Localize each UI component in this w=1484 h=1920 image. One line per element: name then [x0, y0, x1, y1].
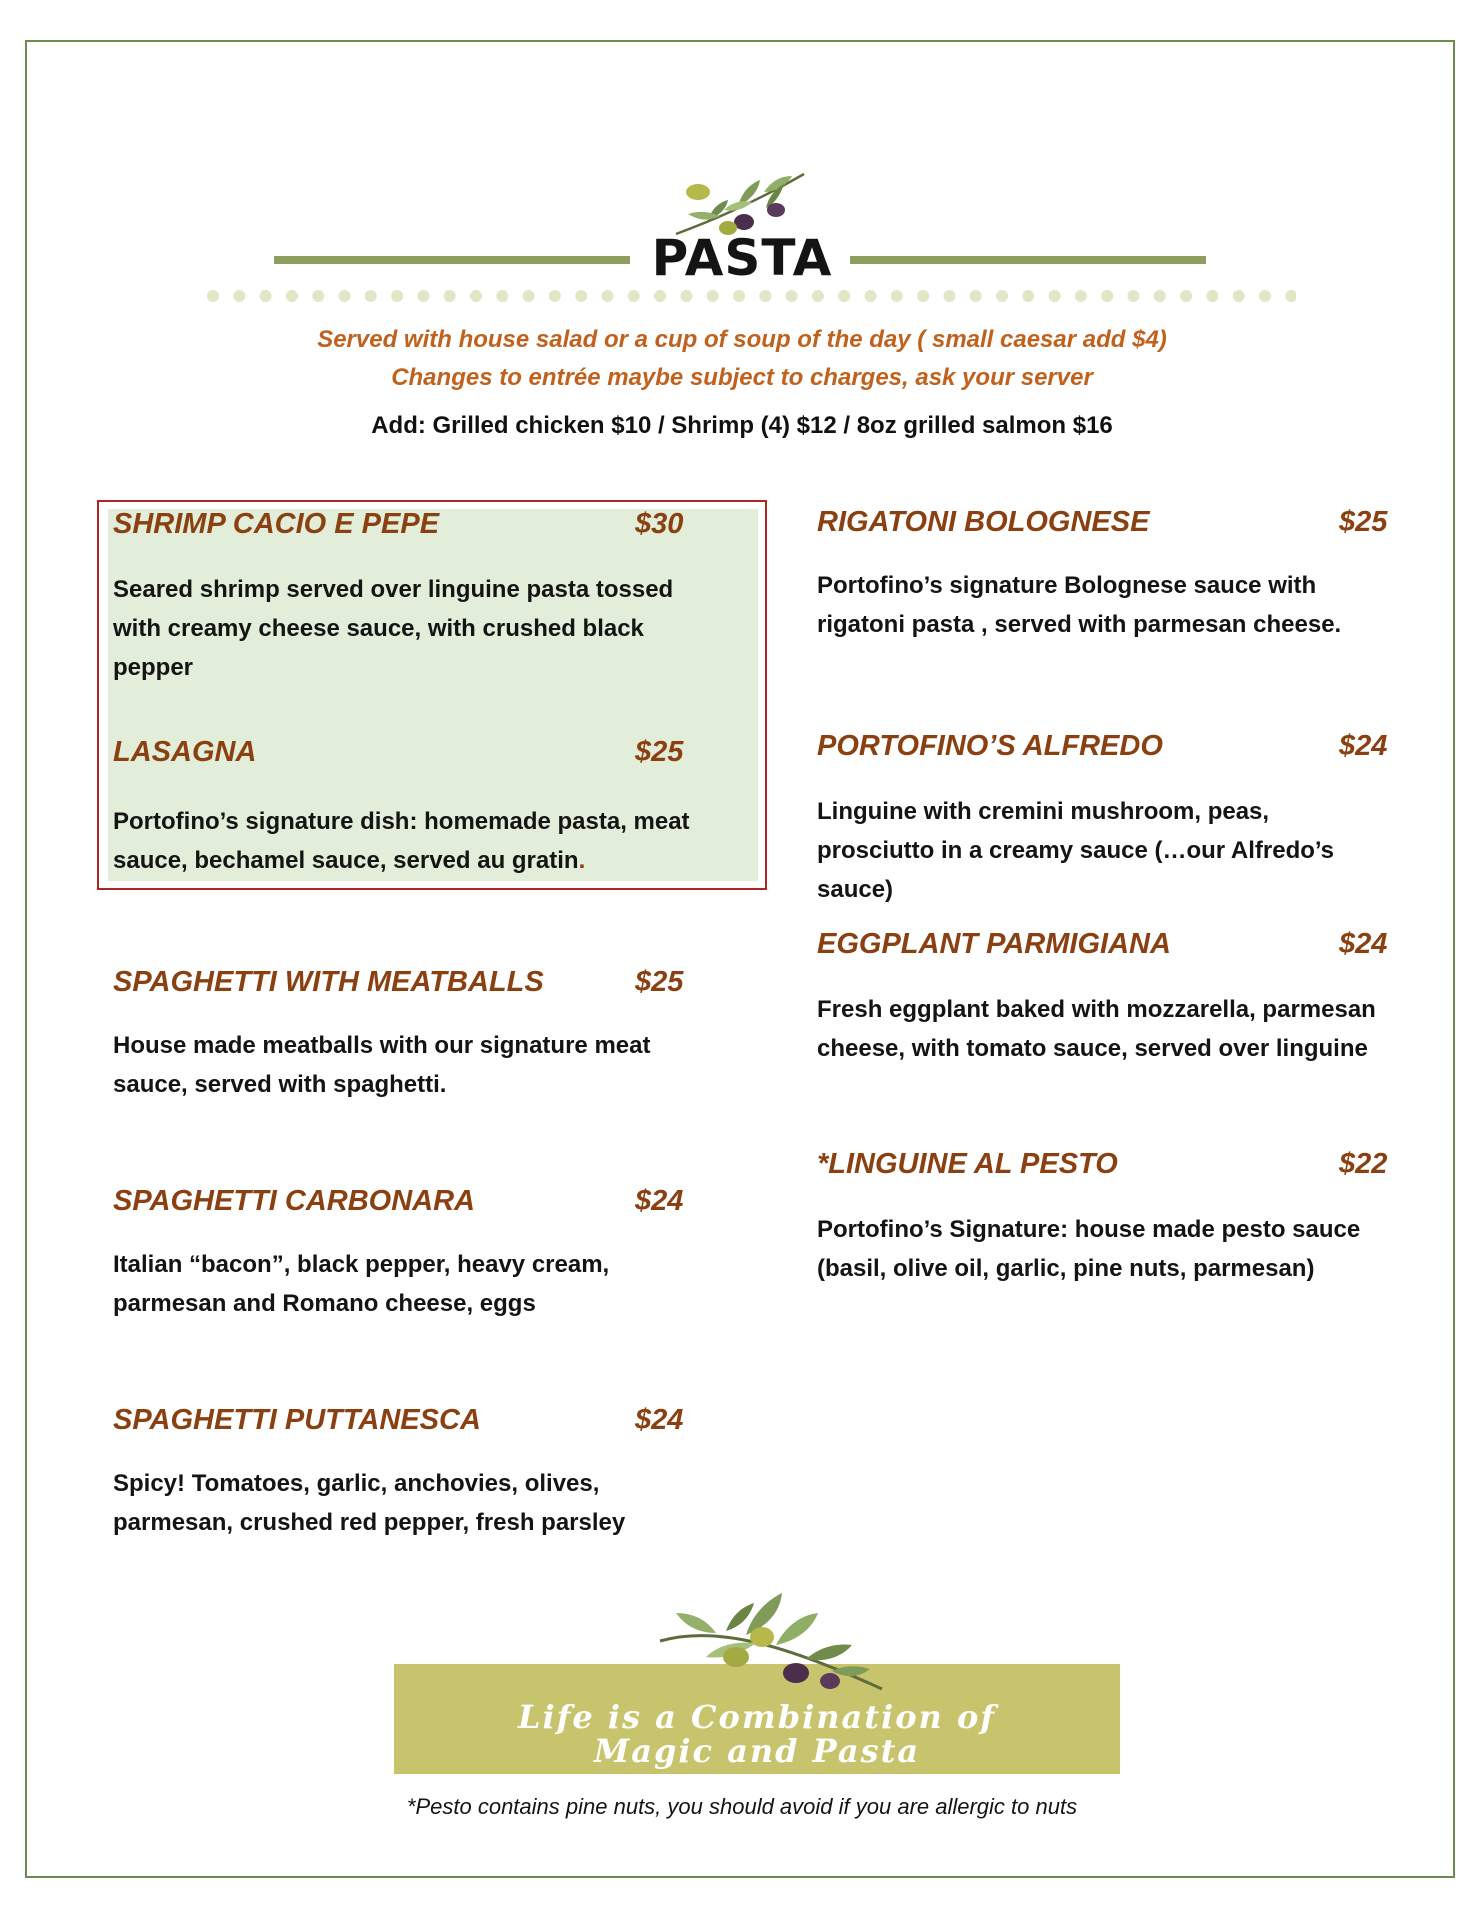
divider-dot [996, 290, 1008, 302]
divider-dot [365, 290, 377, 302]
divider-dot [1128, 290, 1140, 302]
item-description: Portofino’s signature Bolognese sauce with rigatoni pasta , served with parmesan cheese. [817, 572, 1342, 638]
divider-dot [417, 290, 429, 302]
divider-dot [786, 290, 798, 302]
divider-dot [207, 290, 219, 302]
divider-dot [917, 290, 929, 302]
item-name: SPAGHETTI PUTTANESCA [113, 1404, 481, 1436]
divider-dot [391, 290, 403, 302]
item-description: Fresh eggplant baked with mozzarella, parmesan cheese, with tomato sauce, served over linguine [817, 996, 1376, 1062]
changes-note: Changes to entrée maybe subject to charges, ask your server [391, 364, 1093, 391]
item-description: House made meatballs with our signature meat sauce, served with spaghetti. [113, 1032, 651, 1098]
item-price: $24 [1339, 928, 1388, 960]
item-price: $25 [1339, 506, 1388, 538]
divider-dot [970, 290, 982, 302]
item-price: $24 [1339, 730, 1388, 762]
divider-dot [865, 290, 877, 302]
item-price: $25 [635, 736, 684, 768]
item-name: RIGATONI BOLOGNESE [817, 506, 1150, 538]
divider-dot [1206, 290, 1218, 302]
item-name: SPAGHETTI WITH MEATBALLS [113, 966, 544, 998]
title-rule-left [274, 256, 630, 264]
divider-dot [286, 290, 298, 302]
divider-dot [707, 290, 719, 302]
divider-dot [602, 290, 614, 302]
item-price: $24 [635, 1404, 684, 1436]
divider-dot [1049, 290, 1061, 302]
add-ons-line: Add: Grilled chicken $10 / Shrimp (4) $12 / 8oz grilled salmon $16 [371, 412, 1113, 439]
item-description: Linguine with cremini mushroom, peas, prosciutto in a creamy sauce (…our Alfredo’s sauce) [817, 798, 1335, 903]
item-description: Portofino’s signature dish: homemade pasta, meat sauce, bechamel sauce, served au gratin. [113, 808, 690, 874]
dotted-divider [206, 289, 1296, 303]
allergy-note: *Pesto contains pine nuts, you should avoid if you are allergic to nuts [406, 1794, 1078, 1819]
divider-dot [891, 290, 903, 302]
divider-dot [680, 290, 692, 302]
divider-dot [496, 290, 508, 302]
item-name: LASAGNA [113, 736, 257, 768]
divider-dot [1233, 290, 1245, 302]
item-name: SHRIMP CACIO E PEPE [113, 508, 440, 540]
divider-dot [1101, 290, 1113, 302]
page-title: PASTA [651, 229, 833, 287]
divider-dot [759, 290, 771, 302]
item-description: Italian “bacon”, black pepper, heavy cream, parmesan and Romano cheese, eggs [113, 1251, 610, 1317]
item-name: EGGPLANT PARMIGIANA [817, 928, 1171, 960]
divider-dot [549, 290, 561, 302]
divider-dot [1285, 290, 1296, 302]
tagline [394, 1700, 1120, 1768]
item-description: Seared shrimp served over linguine pasta tossed with creamy cheese sauce, with crushed black pepper [113, 576, 674, 681]
item-price: $25 [635, 966, 684, 998]
divider-dot [1022, 290, 1034, 302]
item-name: PORTOFINO’S ALFREDO [817, 730, 1163, 762]
item-name: SPAGHETTI CARBONARA [113, 1185, 475, 1217]
divider-dot [1154, 290, 1166, 302]
divider-dot [838, 290, 850, 302]
tagline-line-2: Magic and Pasta [593, 1732, 921, 1770]
divider-dot [339, 290, 351, 302]
divider-dot [444, 290, 456, 302]
item-price: $24 [635, 1185, 684, 1217]
served-with-note: Served with house salad or a cup of soup of the day ( small caesar add $4) [317, 326, 1167, 353]
divider-dot [1259, 290, 1271, 302]
divider-dot [1180, 290, 1192, 302]
divider-dot [1075, 290, 1087, 302]
divider-dot [654, 290, 666, 302]
divider-dot [628, 290, 640, 302]
item-description: Spicy! Tomatoes, garlic, anchovies, olives, parmesan, crushed red pepper, fresh parsley [113, 1470, 626, 1536]
divider-dot [470, 290, 482, 302]
tagline-line-1: Life is a Combination of [517, 1698, 997, 1736]
divider-dot [733, 290, 745, 302]
divider-dot [233, 290, 245, 302]
divider-dot [812, 290, 824, 302]
olive-branch-icon [656, 1585, 886, 1697]
item-price: $22 [1339, 1148, 1388, 1180]
divider-dot [575, 290, 587, 302]
divider-dot [523, 290, 535, 302]
item-description: Portofino’s Signature: house made pesto sauce (basil, olive oil, garlic, pine nuts, parmesan) [817, 1216, 1361, 1282]
divider-dot [312, 290, 324, 302]
item-name: *LINGUINE AL PESTO [817, 1148, 1118, 1180]
item-price: $30 [635, 508, 684, 540]
divider-dot [943, 290, 955, 302]
divider-dot [260, 290, 272, 302]
title-rule-right [850, 256, 1206, 264]
